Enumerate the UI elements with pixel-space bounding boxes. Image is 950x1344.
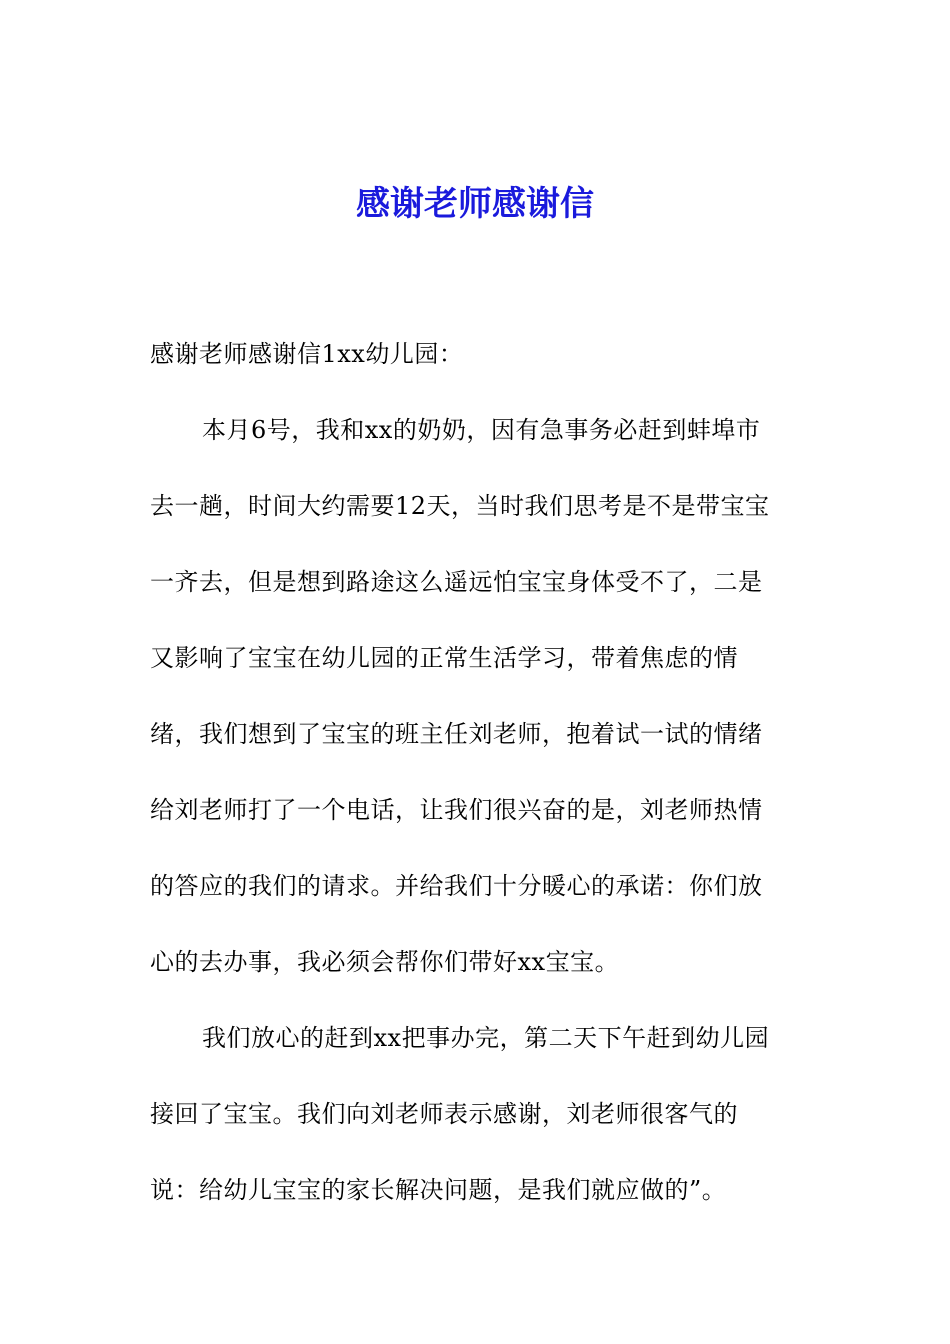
paragraph-line: 说：给幼儿宝宝的家长解决问题，是我们就应做的”。 [150, 1176, 727, 1204]
paragraph-line: 我们放心的赶到xx把事办完，第二天下午赶到幼儿园 [202, 1024, 770, 1052]
paragraph-line: 给刘老师打了一个电话，让我们很兴奋的是，刘老师热情 [150, 796, 763, 824]
paragraph-line: 又影响了宝宝在幼儿园的正常生活学习，带着焦虑的情 [150, 644, 738, 672]
paragraph-line: 本月6号，我和xx的奶奶，因有急事务必赶到蚌埠市 [202, 416, 761, 444]
salutation: 感谢老师感谢信1xx幼儿园： [150, 340, 464, 368]
paragraph-2 [150, 1014, 810, 1242]
paragraph-line: 接回了宝宝。我们向刘老师表示感谢，刘老师很客气的 [150, 1100, 738, 1128]
paragraph-line: 绪，我们想到了宝宝的班主任刘老师，抱着试一试的情绪 [150, 720, 763, 748]
paragraph-line: 一齐去，但是想到路途这么遥远怕宝宝身体受不了，二是 [150, 568, 763, 596]
paragraph-line: 的答应的我们的请求。并给我们十分暖心的承诺：你们放 [150, 872, 763, 900]
paragraph-1 [150, 406, 810, 1014]
letter-title: 感谢老师感谢信 [356, 184, 594, 224]
paragraph-line: 心的去办事，我必须会帮你们带好xx宝宝。 [150, 948, 620, 976]
letter-body [150, 330, 810, 1242]
paragraph-line: 去一趟，时间大约需要12天，当时我们思考是不是带宝宝 [150, 492, 770, 520]
